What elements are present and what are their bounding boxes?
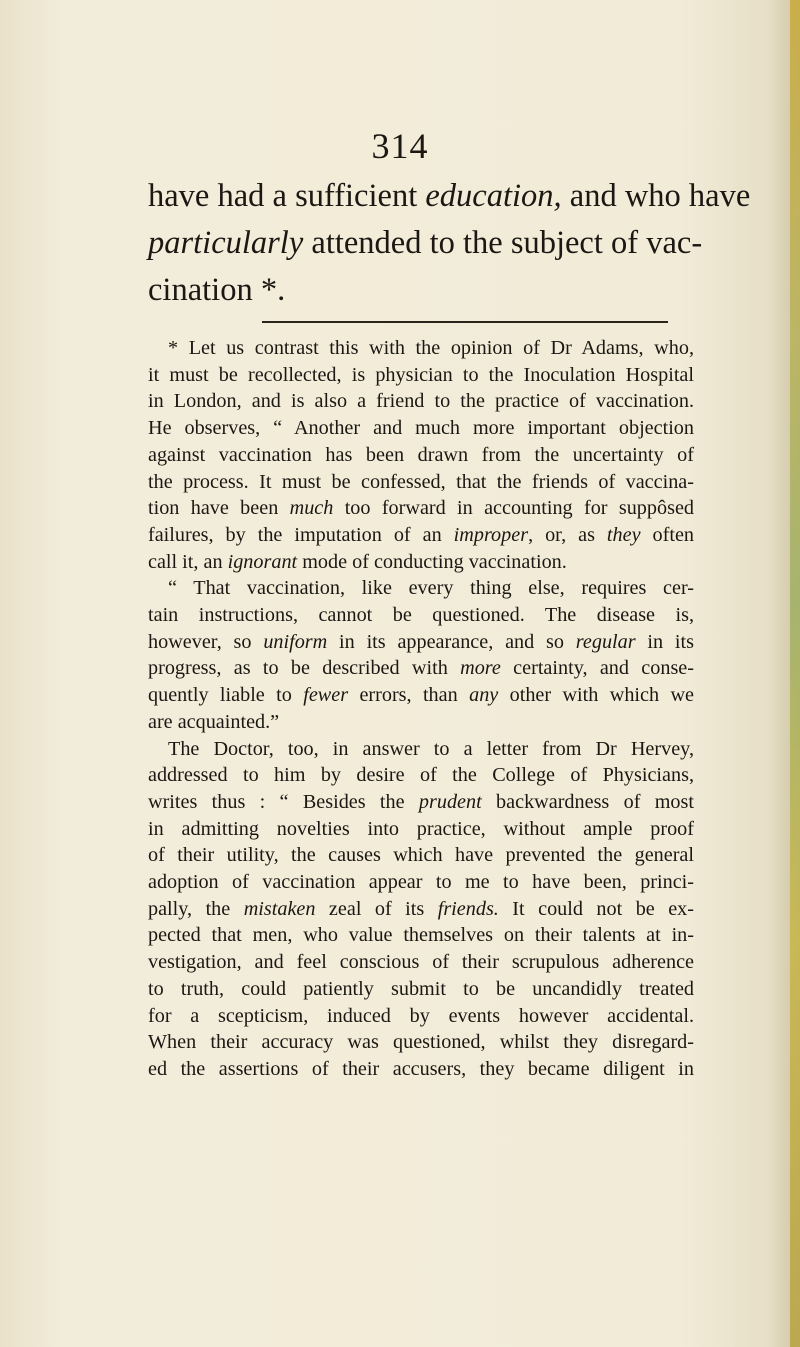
text-run: it must be recollected, is physician to the Inoculation Hospital xyxy=(148,363,694,386)
text-run: It could not be ex- xyxy=(498,897,694,920)
text-run: in admitting novelties into practice, without ample proof xyxy=(148,817,694,840)
footnote-line xyxy=(148,896,694,923)
footnote-line xyxy=(148,495,694,522)
italic-run: ignorant xyxy=(227,550,298,573)
text-run: He observes, “ Another and much more important objection xyxy=(148,417,694,440)
footnote-line xyxy=(148,1003,694,1030)
page-number: 314 xyxy=(371,126,429,166)
text-run: of their utility, the causes which have prevented the general xyxy=(148,844,694,867)
text-run: in its appearance, and so xyxy=(327,630,576,653)
italic-run: they xyxy=(606,523,641,546)
text-run: zeal of its xyxy=(315,897,438,920)
italic-run: more xyxy=(460,657,501,680)
italic-run: improper xyxy=(453,523,529,546)
main-text-line xyxy=(148,220,704,267)
text-run: * Let us contrast this with the opinion of Dr Adams, who, xyxy=(168,337,694,359)
footnote-line xyxy=(148,949,694,976)
footnote-line xyxy=(148,789,694,816)
text-run: failures, by the imputation of an xyxy=(148,523,454,546)
footnote-line xyxy=(148,335,694,362)
footnote-line xyxy=(148,1056,694,1083)
text-run: quently liable to xyxy=(148,684,304,707)
footnote-line xyxy=(148,388,694,415)
text-run: pally, the xyxy=(148,897,244,920)
footnote-line xyxy=(148,629,694,656)
footnote-line xyxy=(148,869,694,896)
footnote-line xyxy=(148,655,694,682)
footnote-line xyxy=(148,1029,694,1056)
text-run: certainty, and conse- xyxy=(500,657,694,680)
footnote-line xyxy=(148,522,694,549)
text-run: tain instructions, cannot be questioned. The disease is, xyxy=(148,604,694,627)
text-run: too forward in accounting for suppôsed xyxy=(333,497,694,520)
italic-run: particularly xyxy=(148,225,304,261)
footnote-line xyxy=(148,922,694,949)
italic-run: fewer xyxy=(303,684,349,707)
italic-run: uniform xyxy=(263,630,328,653)
text-run: When their accuracy was questioned, whilst they disregard- xyxy=(148,1031,694,1054)
text-run: The Doctor, too, in answer to a letter from Dr Hervey, xyxy=(168,737,694,760)
italic-run: friends. xyxy=(437,897,499,920)
text-run: for a scepticism, induced by events however accidental. xyxy=(148,1004,694,1027)
footnote-line xyxy=(148,602,694,629)
footnote-line xyxy=(148,415,694,442)
footnote-line xyxy=(148,762,694,789)
footnote-line xyxy=(148,549,694,576)
text-run: however, so xyxy=(148,630,264,653)
italic-run: much xyxy=(289,497,334,520)
text-run: addressed to him by desire of the College of Physicians, xyxy=(148,764,694,787)
footnote-line xyxy=(148,842,694,869)
text-run: , or, as xyxy=(528,523,607,546)
italic-run: prudent xyxy=(418,790,482,813)
text-run: mode of conducting vaccination. xyxy=(297,550,567,573)
footnote-line xyxy=(148,736,694,763)
text-run: to truth, could patiently submit to be uncandidly treated xyxy=(148,977,694,1000)
footnote-line xyxy=(148,709,694,736)
text-run: the process. It must be confessed, that the friends of vaccina- xyxy=(148,470,694,493)
italic-run: education, xyxy=(425,178,562,214)
footnote-line xyxy=(148,469,694,496)
main-text xyxy=(148,173,751,314)
text-run: and who have xyxy=(561,178,751,214)
footnote-line xyxy=(148,682,694,709)
main-text-line: cination *. xyxy=(148,272,286,308)
text-run: often xyxy=(640,523,695,546)
italic-run: any xyxy=(469,684,499,707)
text-run: errors, than xyxy=(348,684,470,707)
footnote-line xyxy=(148,976,694,1003)
italic-run: regular xyxy=(575,630,636,653)
text-run: adoption of vaccination appear to me to have been, princi- xyxy=(148,871,694,894)
main-text-line xyxy=(148,173,751,220)
footnote-divider xyxy=(262,321,668,323)
text-run: attended to the subject of vac- xyxy=(303,225,703,261)
text-run: writes thus : “ Besides the xyxy=(148,790,419,813)
text-run: backwardness of most xyxy=(481,790,694,813)
text-run: other with which we xyxy=(498,684,694,707)
footnote-line xyxy=(148,575,694,602)
text-run: are acquainted.” xyxy=(148,710,280,733)
text-run: in its xyxy=(635,630,694,653)
text-run: progress, as to be described with xyxy=(148,657,461,680)
text-run: call it, an xyxy=(148,550,228,573)
text-run: in London, and is also a friend to the practice of vaccination. xyxy=(148,390,694,413)
text-run: ed the assertions of their accusers, they became diligent in xyxy=(148,1057,694,1080)
italic-run: mistaken xyxy=(243,897,316,920)
footnote-line xyxy=(148,816,694,843)
text-run: have had a sufficient xyxy=(148,178,426,214)
text-run: “ That vaccination, like every thing else, requires cer- xyxy=(168,577,694,600)
footnote xyxy=(148,335,694,1083)
footnote-line xyxy=(148,362,694,389)
page-edge xyxy=(790,0,800,1347)
footnote-line xyxy=(148,442,694,469)
text-run: against vaccination has been drawn from the uncertainty of xyxy=(148,443,694,466)
text-run: vestigation, and feel conscious of their scrupulous adherence xyxy=(148,951,694,974)
text-run: tion have been xyxy=(148,497,290,520)
text-run: pected that men, who value themselves on their talents at in- xyxy=(148,924,694,947)
